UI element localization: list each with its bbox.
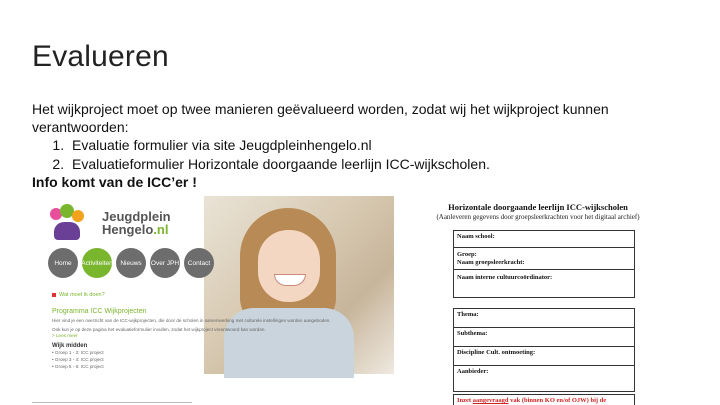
form-row: Aanbieder: [457, 368, 489, 375]
form-row: Naam school: [454, 231, 634, 248]
site-nav [48, 248, 214, 278]
logo-text [102, 210, 171, 236]
form-row: Subthema: [454, 328, 634, 347]
form-row: Discipline Cult. ontmoeting: [454, 347, 634, 366]
list-item[interactable]: • Groep 3 - 4: ICC project [52, 357, 104, 362]
nav-about[interactable]: Over JPH [150, 248, 180, 278]
form-box-project [453, 308, 635, 392]
list-item[interactable]: • Groep 5 - 6: ICC project [52, 364, 104, 369]
content-subhead: Wijk midden [52, 343, 88, 349]
logo-line2: Hengelo [102, 222, 154, 237]
nav-home[interactable]: Home [48, 248, 78, 278]
slide-body [32, 100, 672, 191]
nav-contact[interactable]: Contact [184, 248, 214, 278]
form-row: Naam groepsleerkracht: [454, 259, 634, 270]
logo-domain: .nl [153, 222, 169, 237]
form-row: Thema: [454, 309, 634, 328]
form-subtitle: (Aanleveren gegevens door groepsleerkrachten voor het digitaal archief) [436, 213, 640, 221]
form-box-inzet [453, 394, 635, 405]
site-logo [48, 202, 198, 242]
form-box-school [453, 230, 635, 298]
evaluation-list [32, 136, 672, 172]
divider [32, 402, 192, 403]
list-item: 1. Evaluatie formulier via site Jeugdpleinhengelo.nl [68, 136, 672, 154]
site-header [32, 196, 394, 282]
content-heading: Programma ICC Wijkprojecten [52, 308, 147, 315]
content-paragraph: Hier vind je een overzicht van de ICC-wijkprojecten, die door de scholen in samenwerking met culturele instellingen worden aangeboden. [52, 318, 331, 323]
form-row: Naam interne cultuurcoördinator: [457, 274, 553, 281]
breadcrumb-label: Wat moet ik doen? [59, 292, 105, 298]
nav-news[interactable]: Nieuws [116, 248, 146, 278]
form-row: Groep: [457, 251, 477, 258]
logo-line1: Jeugdplein [102, 209, 171, 224]
website-screenshot [32, 196, 394, 405]
breadcrumb[interactable] [52, 292, 105, 298]
bullet-icon [52, 293, 56, 297]
read-more-link[interactable]: > Lees meer [52, 333, 78, 338]
form-row: Inzet aangevraagd vak (binnen KO en/of OJW) bij de [457, 397, 607, 404]
evaluation-form-image [418, 196, 658, 405]
site-content [52, 308, 352, 370]
content-paragraph: Ook kun je op deze pagina het evaluatieformulier invullen, zodat het wijkproject verantwoord kan worden. [52, 327, 266, 332]
list-item: 2. Evaluatieformulier Horizontale doorgaande leerlijn ICC-wijkscholen. [68, 155, 672, 173]
slide-title: Evalueren [32, 40, 169, 73]
closing-text: Info komt van de ICC’er ! [32, 173, 197, 190]
intro-text: Het wijkproject moet op twee manieren geëvalueerd worden, zodat wij het wijkproject kunnen verantwoorden: [32, 101, 609, 136]
nav-activities[interactable]: Activiteiten [82, 248, 112, 278]
form-title: Horizontale doorgaande leerlijn ICC-wijkscholen [448, 202, 628, 212]
list-item[interactable]: • Groep 1 - 2: ICC project [52, 350, 104, 355]
